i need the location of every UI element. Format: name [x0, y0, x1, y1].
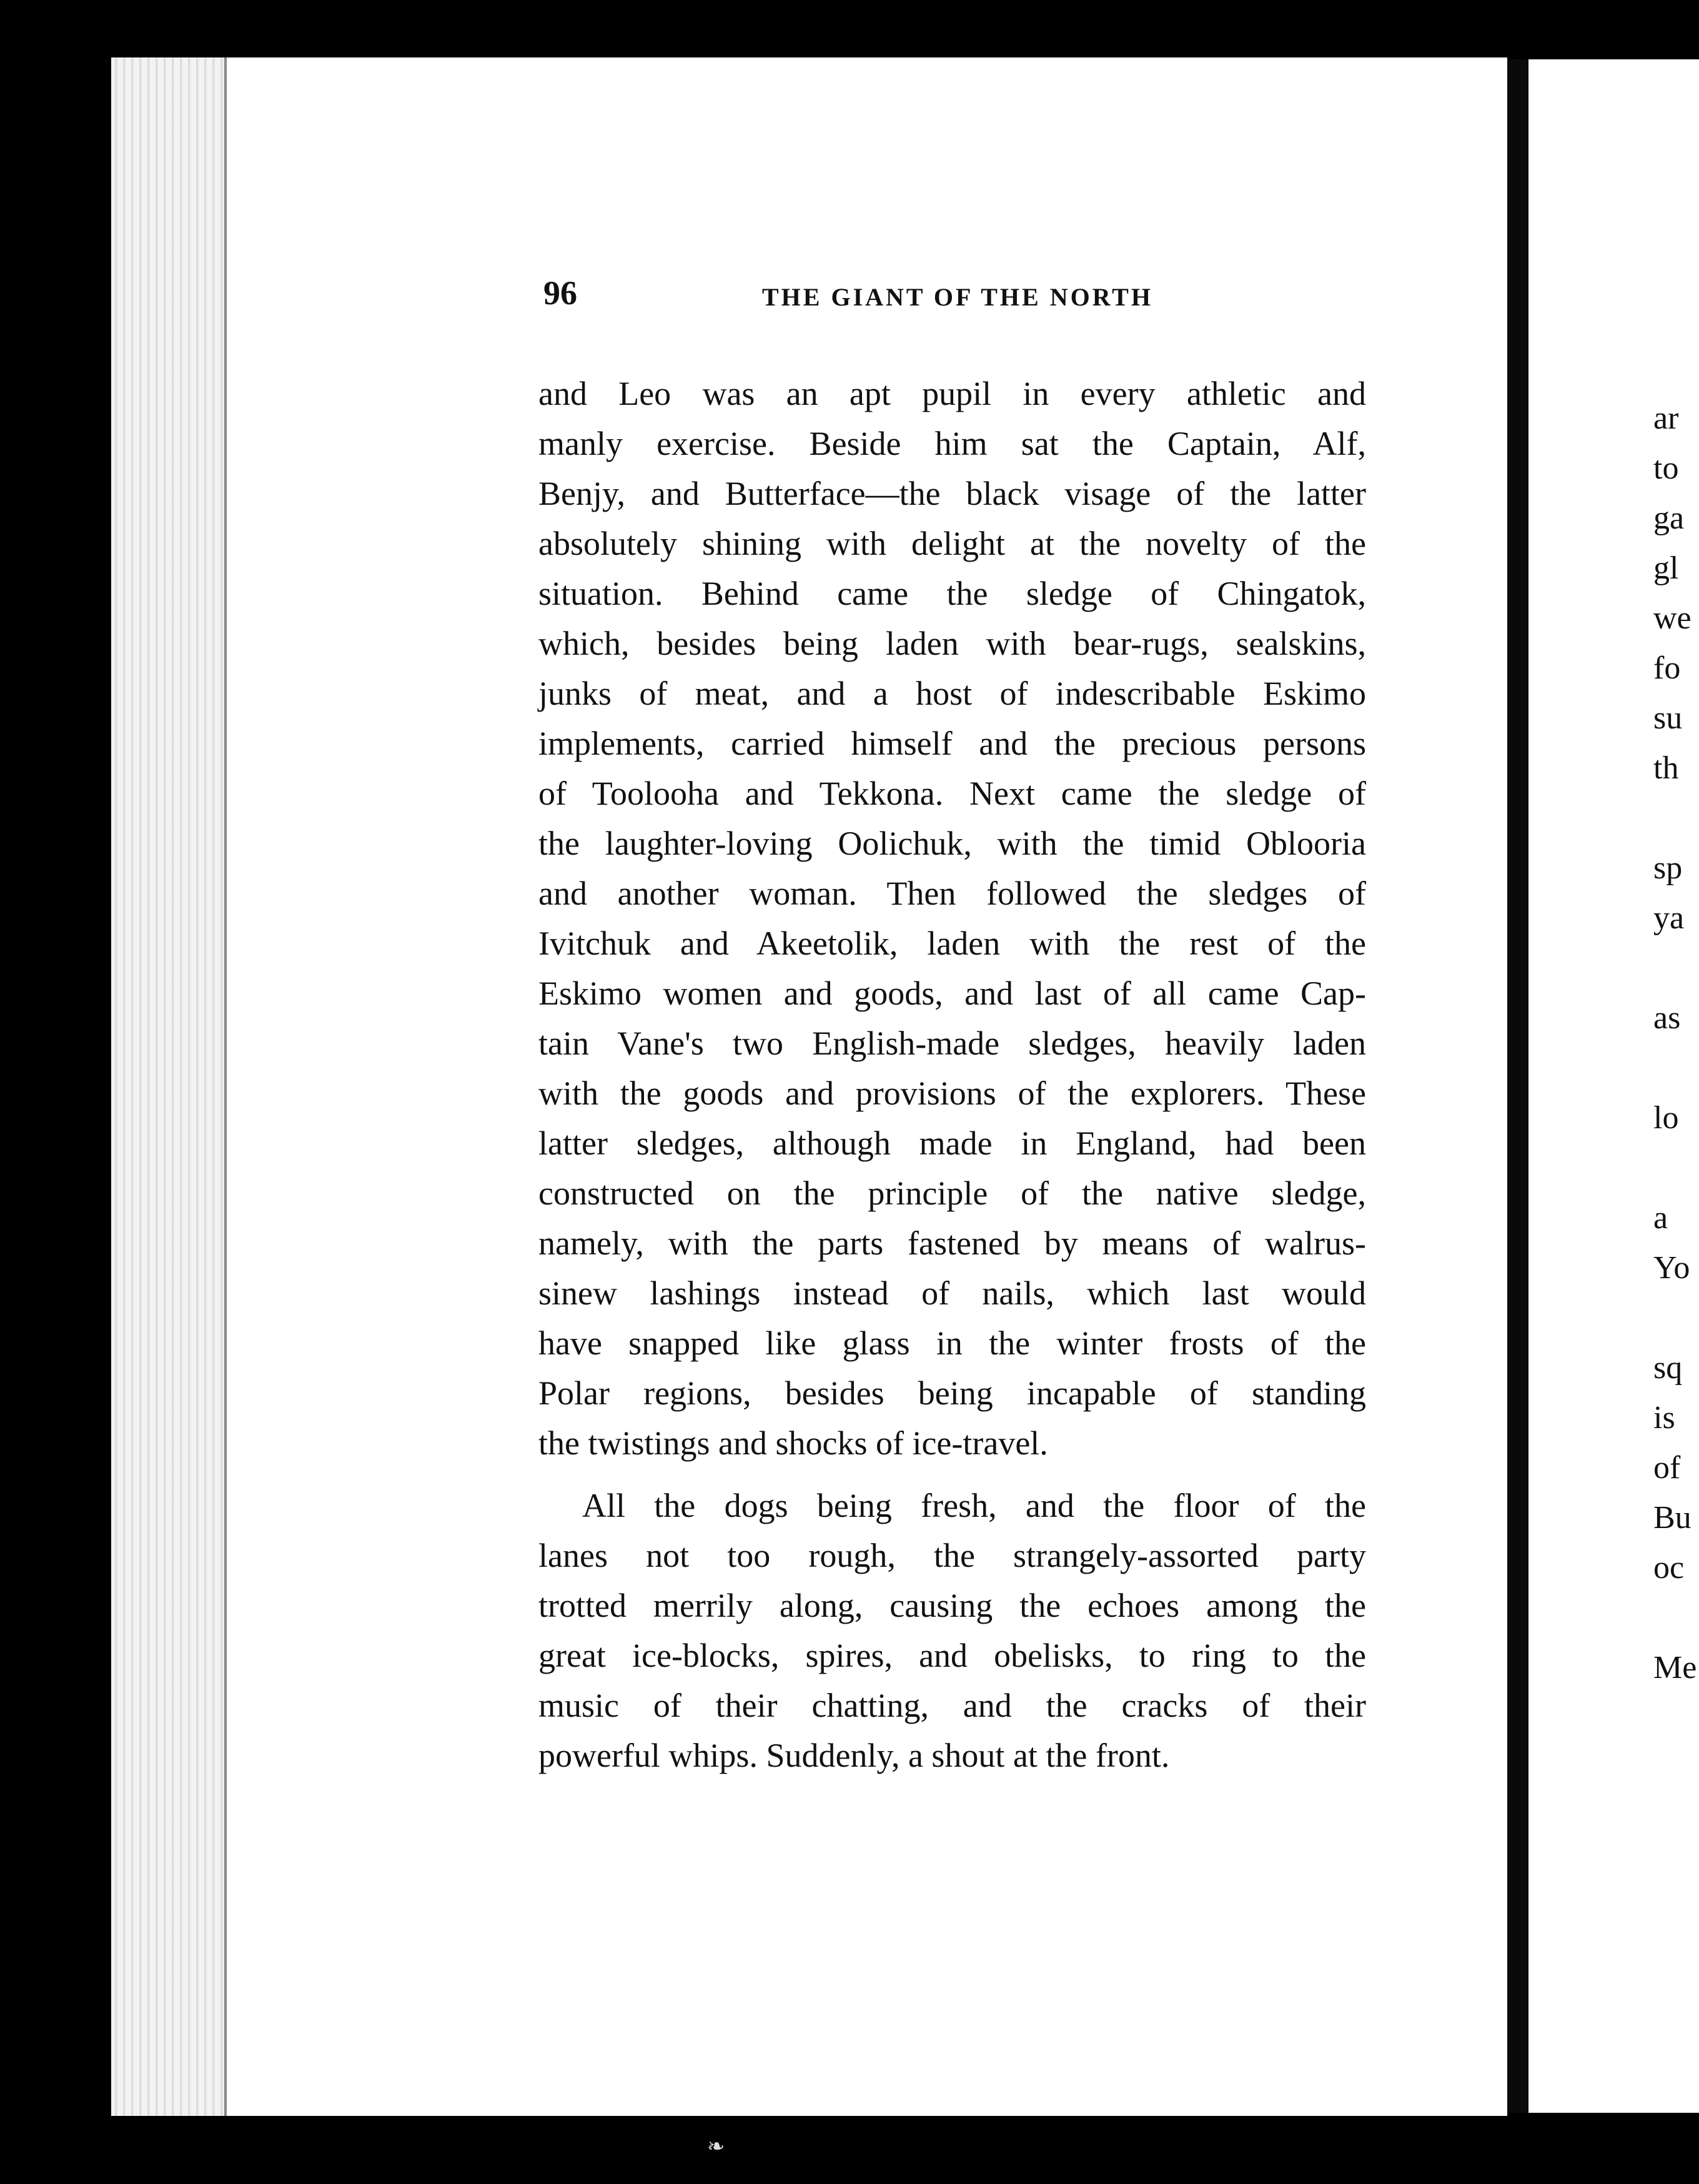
facing-page-line: to	[1653, 450, 1679, 486]
facing-page-line: Me	[1653, 1650, 1697, 1685]
text-line: with the goods and provisions of the explorers. These	[538, 1075, 1366, 1112]
facing-page-line: we	[1653, 600, 1692, 636]
text-line: constructed on the principle of the native sledge,	[538, 1174, 1366, 1212]
facing-page-line: Bu	[1653, 1500, 1692, 1536]
text-line: powerful whips. Suddenly, a shout at the front.	[538, 1737, 1170, 1774]
text-line: the twistings and shocks of ice-travel.	[538, 1424, 1048, 1462]
facing-page-line: ar	[1653, 400, 1679, 436]
facing-page-text	[1653, 394, 1699, 1693]
facing-page-line: fo	[1653, 650, 1681, 686]
paragraph	[538, 1481, 1366, 1780]
facing-page-line: lo	[1653, 1100, 1679, 1136]
text-line: namely, with the parts fastened by means of walrus-	[538, 1224, 1366, 1262]
facing-page-line: a	[1653, 1200, 1668, 1236]
facing-page-line: Yo	[1653, 1250, 1690, 1286]
running-head	[543, 274, 1355, 336]
text-line: of Toolooha and Tekkona. Next came the sledge of	[538, 775, 1366, 812]
facing-page-line	[1653, 1143, 1699, 1193]
text-line: which, besides being laden with bear-rugs, sealskins,	[538, 625, 1366, 662]
facing-page-line: su	[1653, 700, 1683, 736]
text-line: latter sledges, although made in England, had been	[538, 1124, 1366, 1162]
text-line: Ivitchuk and Akeetolik, laden with the rest of the	[538, 925, 1366, 962]
facing-page-line: is	[1653, 1400, 1675, 1436]
text-line: and Leo was an apt pupil in every athletic and	[538, 375, 1366, 412]
text-line: All the dogs being fresh, and the floor of the	[582, 1487, 1366, 1524]
facing-page-line	[1653, 1593, 1699, 1643]
text-line: sinew lashings instead of nails, which last would	[538, 1274, 1366, 1312]
text-line: implements, carried himself and the precious persons	[538, 725, 1366, 762]
page-edges	[111, 57, 227, 2116]
facing-page-line: ya	[1653, 900, 1685, 936]
facing-page-line: gl	[1653, 550, 1679, 586]
facing-page-line	[1653, 793, 1699, 843]
facing-page-line: th	[1653, 750, 1679, 786]
text-line: great ice-blocks, spires, and obelisks, to ring to the	[538, 1637, 1366, 1674]
facing-page-line	[1653, 1293, 1699, 1343]
text-line: music of their chatting, and the cracks of their	[538, 1687, 1366, 1724]
text-line: trotted merrily along, causing the echoes among the	[538, 1587, 1366, 1624]
text-line: lanes not too rough, the strangely-assorted party	[538, 1537, 1366, 1574]
facing-page-line: of	[1653, 1450, 1681, 1486]
facing-page-line	[1653, 1043, 1699, 1093]
text-line: situation. Behind came the sledge of Chingatok,	[538, 575, 1366, 612]
book-gutter	[1507, 59, 1528, 2113]
scan-mark: ❧	[707, 2135, 725, 2158]
facing-page-line: sp	[1653, 850, 1683, 886]
facing-page-line: sq	[1653, 1350, 1683, 1386]
text-line: manly exercise. Beside him sat the Captain, Alf,	[538, 425, 1366, 462]
text-line: the laughter-loving Oolichuk, with the timid Oblooria	[538, 825, 1366, 862]
facing-page-line: as	[1653, 1000, 1681, 1036]
text-line: have snapped like glass in the winter frosts of the	[538, 1324, 1366, 1362]
text-line: Eskimo women and goods, and last of all came Cap-	[538, 975, 1366, 1012]
page-number: 96	[543, 274, 577, 312]
text-line: tain Vane's two English-made sledges, heavily laden	[538, 1025, 1366, 1062]
facing-page-line	[1653, 943, 1699, 993]
text-line: absolutely shining with delight at the novelty of the	[538, 525, 1366, 562]
text-line: junks of meat, and a host of indescribable Eskimo	[538, 675, 1366, 712]
text-line: and another woman. Then followed the sledges of	[538, 875, 1366, 912]
running-title: THE GIANT OF THE NORTH	[762, 283, 1153, 311]
text-line: Polar regions, besides being incapable of standing	[538, 1374, 1366, 1412]
paragraph	[538, 369, 1366, 1468]
body-text	[538, 369, 1366, 1780]
book-page-right	[1528, 59, 1699, 2113]
facing-page-line: oc	[1653, 1550, 1685, 1586]
text-line: Benjy, and Butterface—the black visage of the latter	[538, 475, 1366, 512]
facing-page-line: ga	[1653, 500, 1685, 536]
